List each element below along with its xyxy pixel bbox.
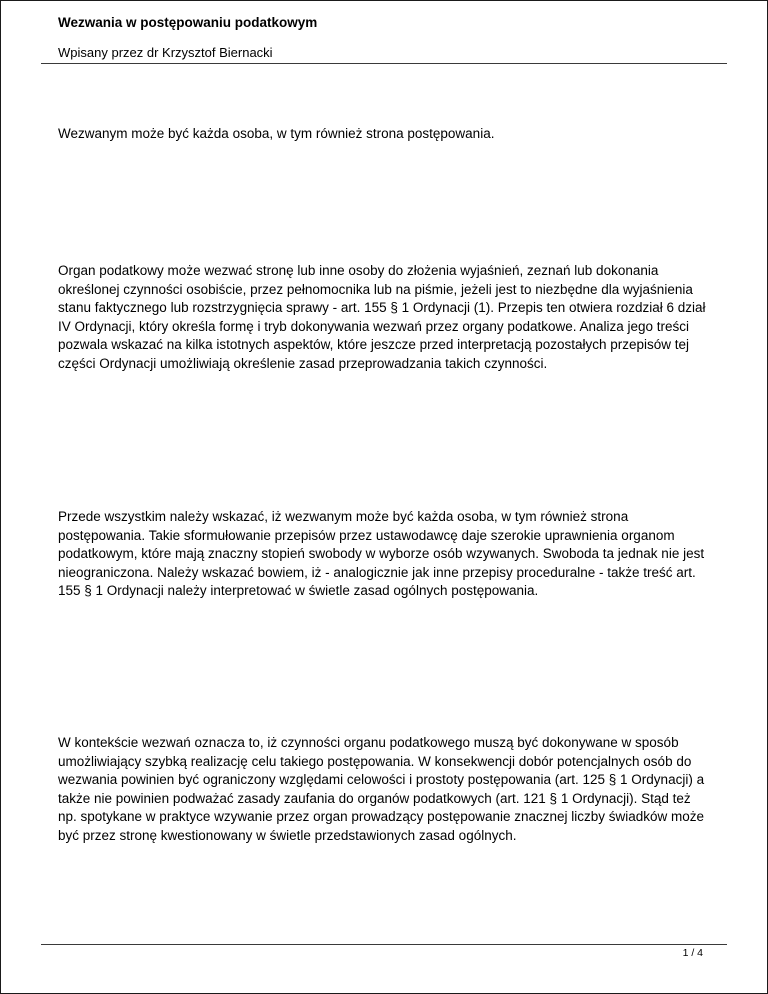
paragraph-body-3: W kontekście wezwań oznacza to, iż czynności organu podatkowego muszą być dokonywane w sposób umożliwiający szybką realizację celu takiego postępowania. W konsekwencji dobór potencjalnych osób do wezwania powinien być ograniczony względami celowości i prostoty postępowania (art. 125 § 1 Ordynacji) a także nie powinien podważać zasady zaufania do organów podatkowych (art. 121 § 1 Ordynacji). Stąd też np. spotykane w praktyce wzywanie przez organ prowadzący postępowanie znacznej liczby świadków może być przez stronę kwestionowany w świetle przedstawionych zasad ogólnych. xyxy=(58,735,705,843)
header-divider xyxy=(41,63,727,64)
paragraph-lead: Wezwanym może być każda osoba, w tym również strona postępowania. xyxy=(58,126,495,141)
page-title: Wezwania w postępowaniu podatkowym xyxy=(58,15,318,30)
paragraph-body-2: Przede wszystkim należy wskazać, iż wezwanym może być każda osoba, w tym również strona postępowania. Takie sformułowanie przepisów przez ustawodawcę daje szerokie uprawnienia organom podatkowym, które mają znaczny stopień swobody w wyborze osób wzywanych. Swoboda ta jednak nie jest nieograniczona. Należy wskazać bowiem, iż - analogicznie jak inne przepisy proceduralne - także treść art. 155 § 1 Ordynacji należy interpretować w świetle zasad ogólnych postępowania. xyxy=(58,509,705,599)
footer-divider xyxy=(41,944,727,945)
page-number: 1 / 4 xyxy=(682,947,703,959)
byline: Wpisany przez dr Krzysztof Biernacki xyxy=(58,45,273,60)
paragraph-body-1: Organ podatkowy może wezwać stronę lub inne osoby do złożenia wyjaśnień, zeznań lub dokonania określonej czynności osobiście, przez pełnomocnika lub na piśmie, jeżeli jest to niezbędne dla wyjaśnienia stanu faktycznego lub rozstrzygnięcia sprawy - art. 155 § 1 Ordynacji (1). Przepis ten otwiera rozdział 6 dział IV Ordynacji, który określa formę i tryb dokonywania wezwań przez organy podatkowe. Analiza jego treści pozwala wskazać na kilka istotnych aspektów, które jeszcze przed interpretacją pozostałych przepisów tej części Ordynacji umożliwiają określenie zasad przeprowadzania takich czynności. xyxy=(58,263,706,371)
